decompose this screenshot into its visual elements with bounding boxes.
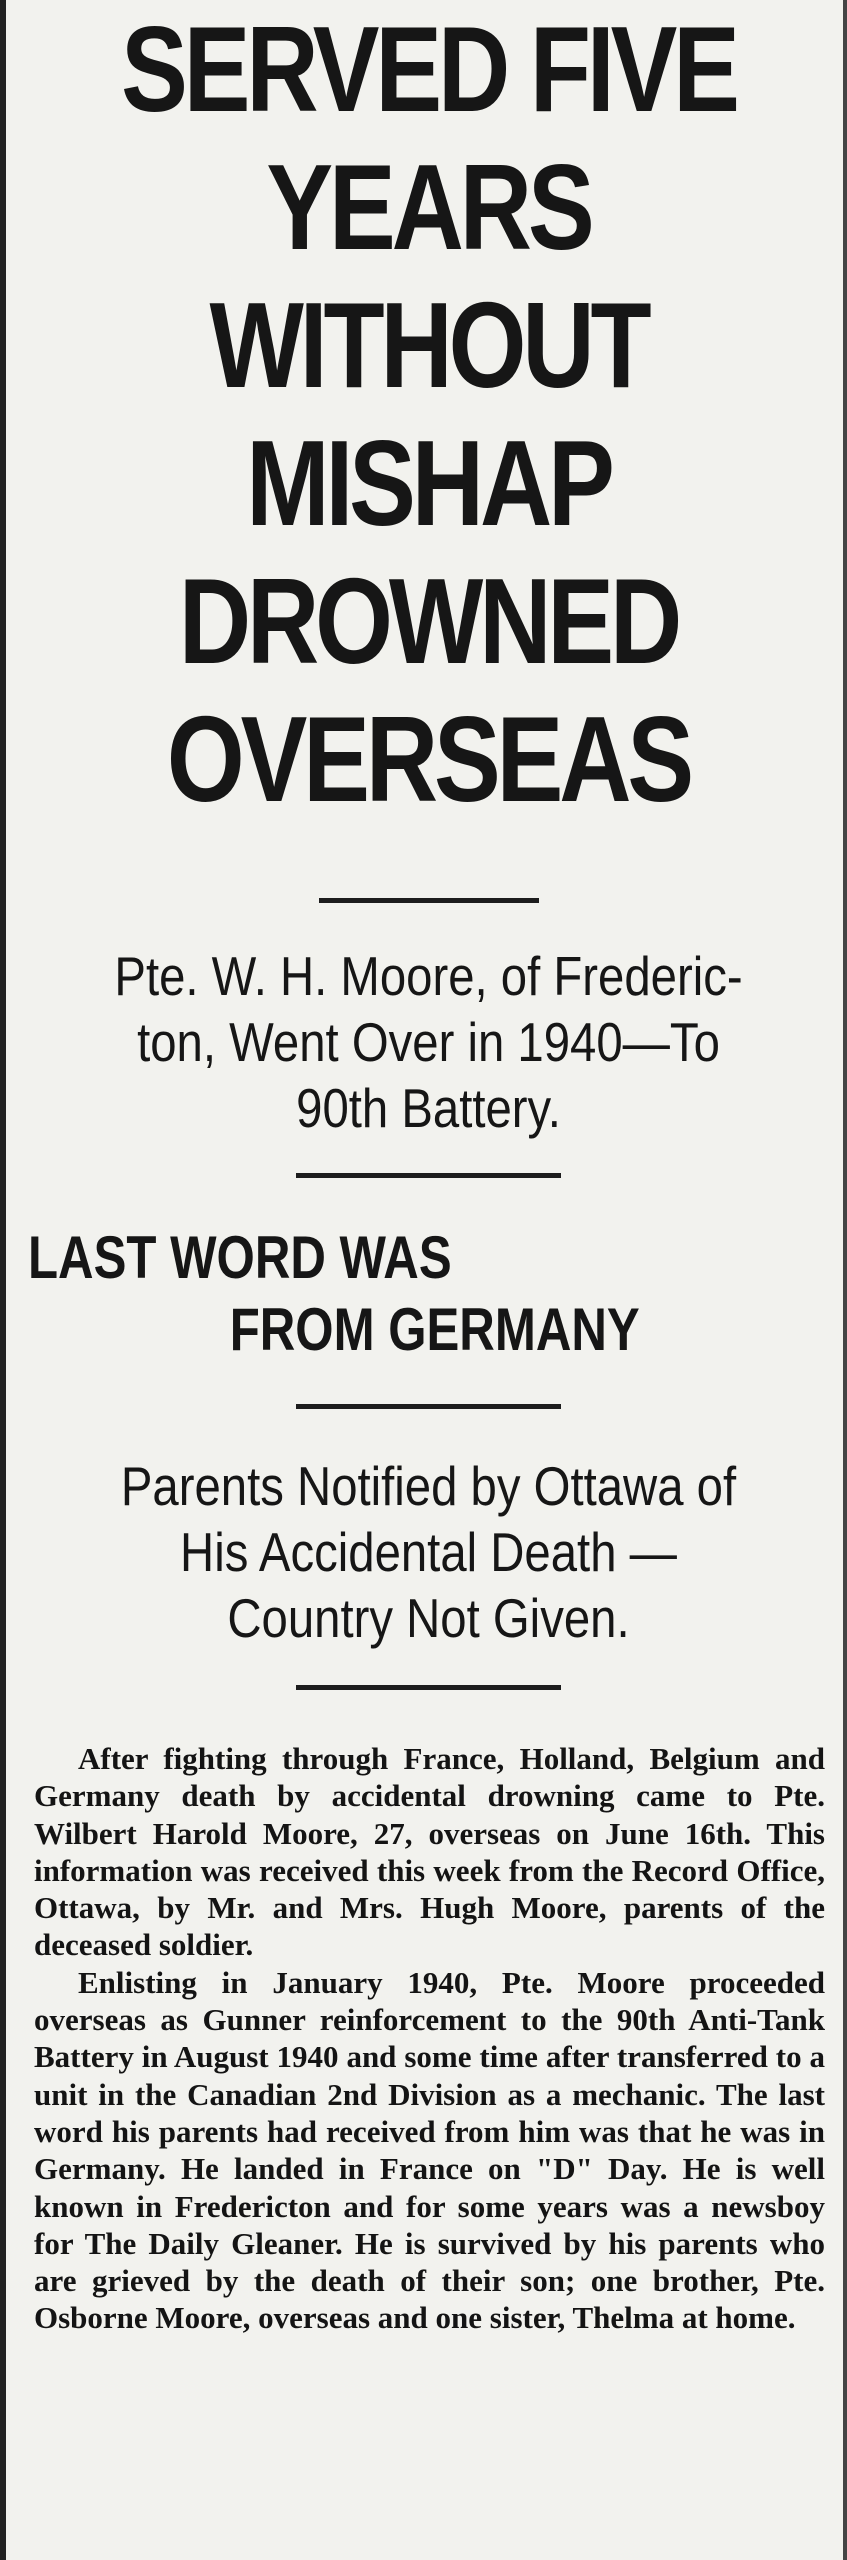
subheadline-line-2: FROM GERMANY <box>229 1296 640 1363</box>
divider-rule <box>296 1173 561 1178</box>
deck-first-line-1: Pte. W. H. Moore, of Frederic- <box>114 945 743 1007</box>
divider-rule <box>296 1404 561 1409</box>
divider-rule <box>319 898 539 903</box>
deck-first-line-3: 90th Battery. <box>296 1077 561 1139</box>
headline-line-3: DROWNED OVERSEAS <box>166 553 691 827</box>
deck-second-line-2: His Accidental Death — <box>180 1521 677 1583</box>
deck-second-line-3: Country Not Given. <box>227 1587 630 1649</box>
article-body <box>28 1740 829 2337</box>
deck-second-line-1: Parents Notified by Ottawa of <box>120 1455 737 1517</box>
paragraph-1: After fighting through France, Holland, Belgium and Germany death by accidental drowning came to Pte. Wilbert Harold Moore, 27, overseas on June 16th. This information was received this week from the Record Office, Ottawa, by Mr. and Mrs. Hugh Moore, parents of the deceased soldier. <box>34 1741 825 1963</box>
deck-first <box>84 943 773 1141</box>
paragraph-2: Enlisting in January 1940, Pte. Moore proceeded overseas as Gunner reinforcement to the 90th Anti-Tank Battery in August 1940 and some time after transferred to a unit in the Canadian 2nd Division as a mechanic. The last word his parents had received from him was that he was in Germany. He landed in France on "D" Day. He is well known in Fredericton and for some years was a newsboy for The Daily Gleaner. He is survived by his parents who are grieved by the death of their son; one brother, Pte. Osborne Moore, overseas and one sister, Thelma at home. <box>34 1964 825 2336</box>
headline-line-1: SERVED FIVE YEARS <box>121 1 736 275</box>
deck-second <box>84 1453 773 1651</box>
subheadline <box>28 1222 685 1366</box>
subheadline-line-1: LAST WORD WAS <box>28 1224 452 1291</box>
deck-first-line-2: ton, Went Over in 1940—To <box>137 1011 720 1073</box>
headline <box>100 0 757 828</box>
headline-line-2: WITHOUT MISHAP <box>209 277 648 551</box>
divider-rule <box>296 1685 561 1690</box>
